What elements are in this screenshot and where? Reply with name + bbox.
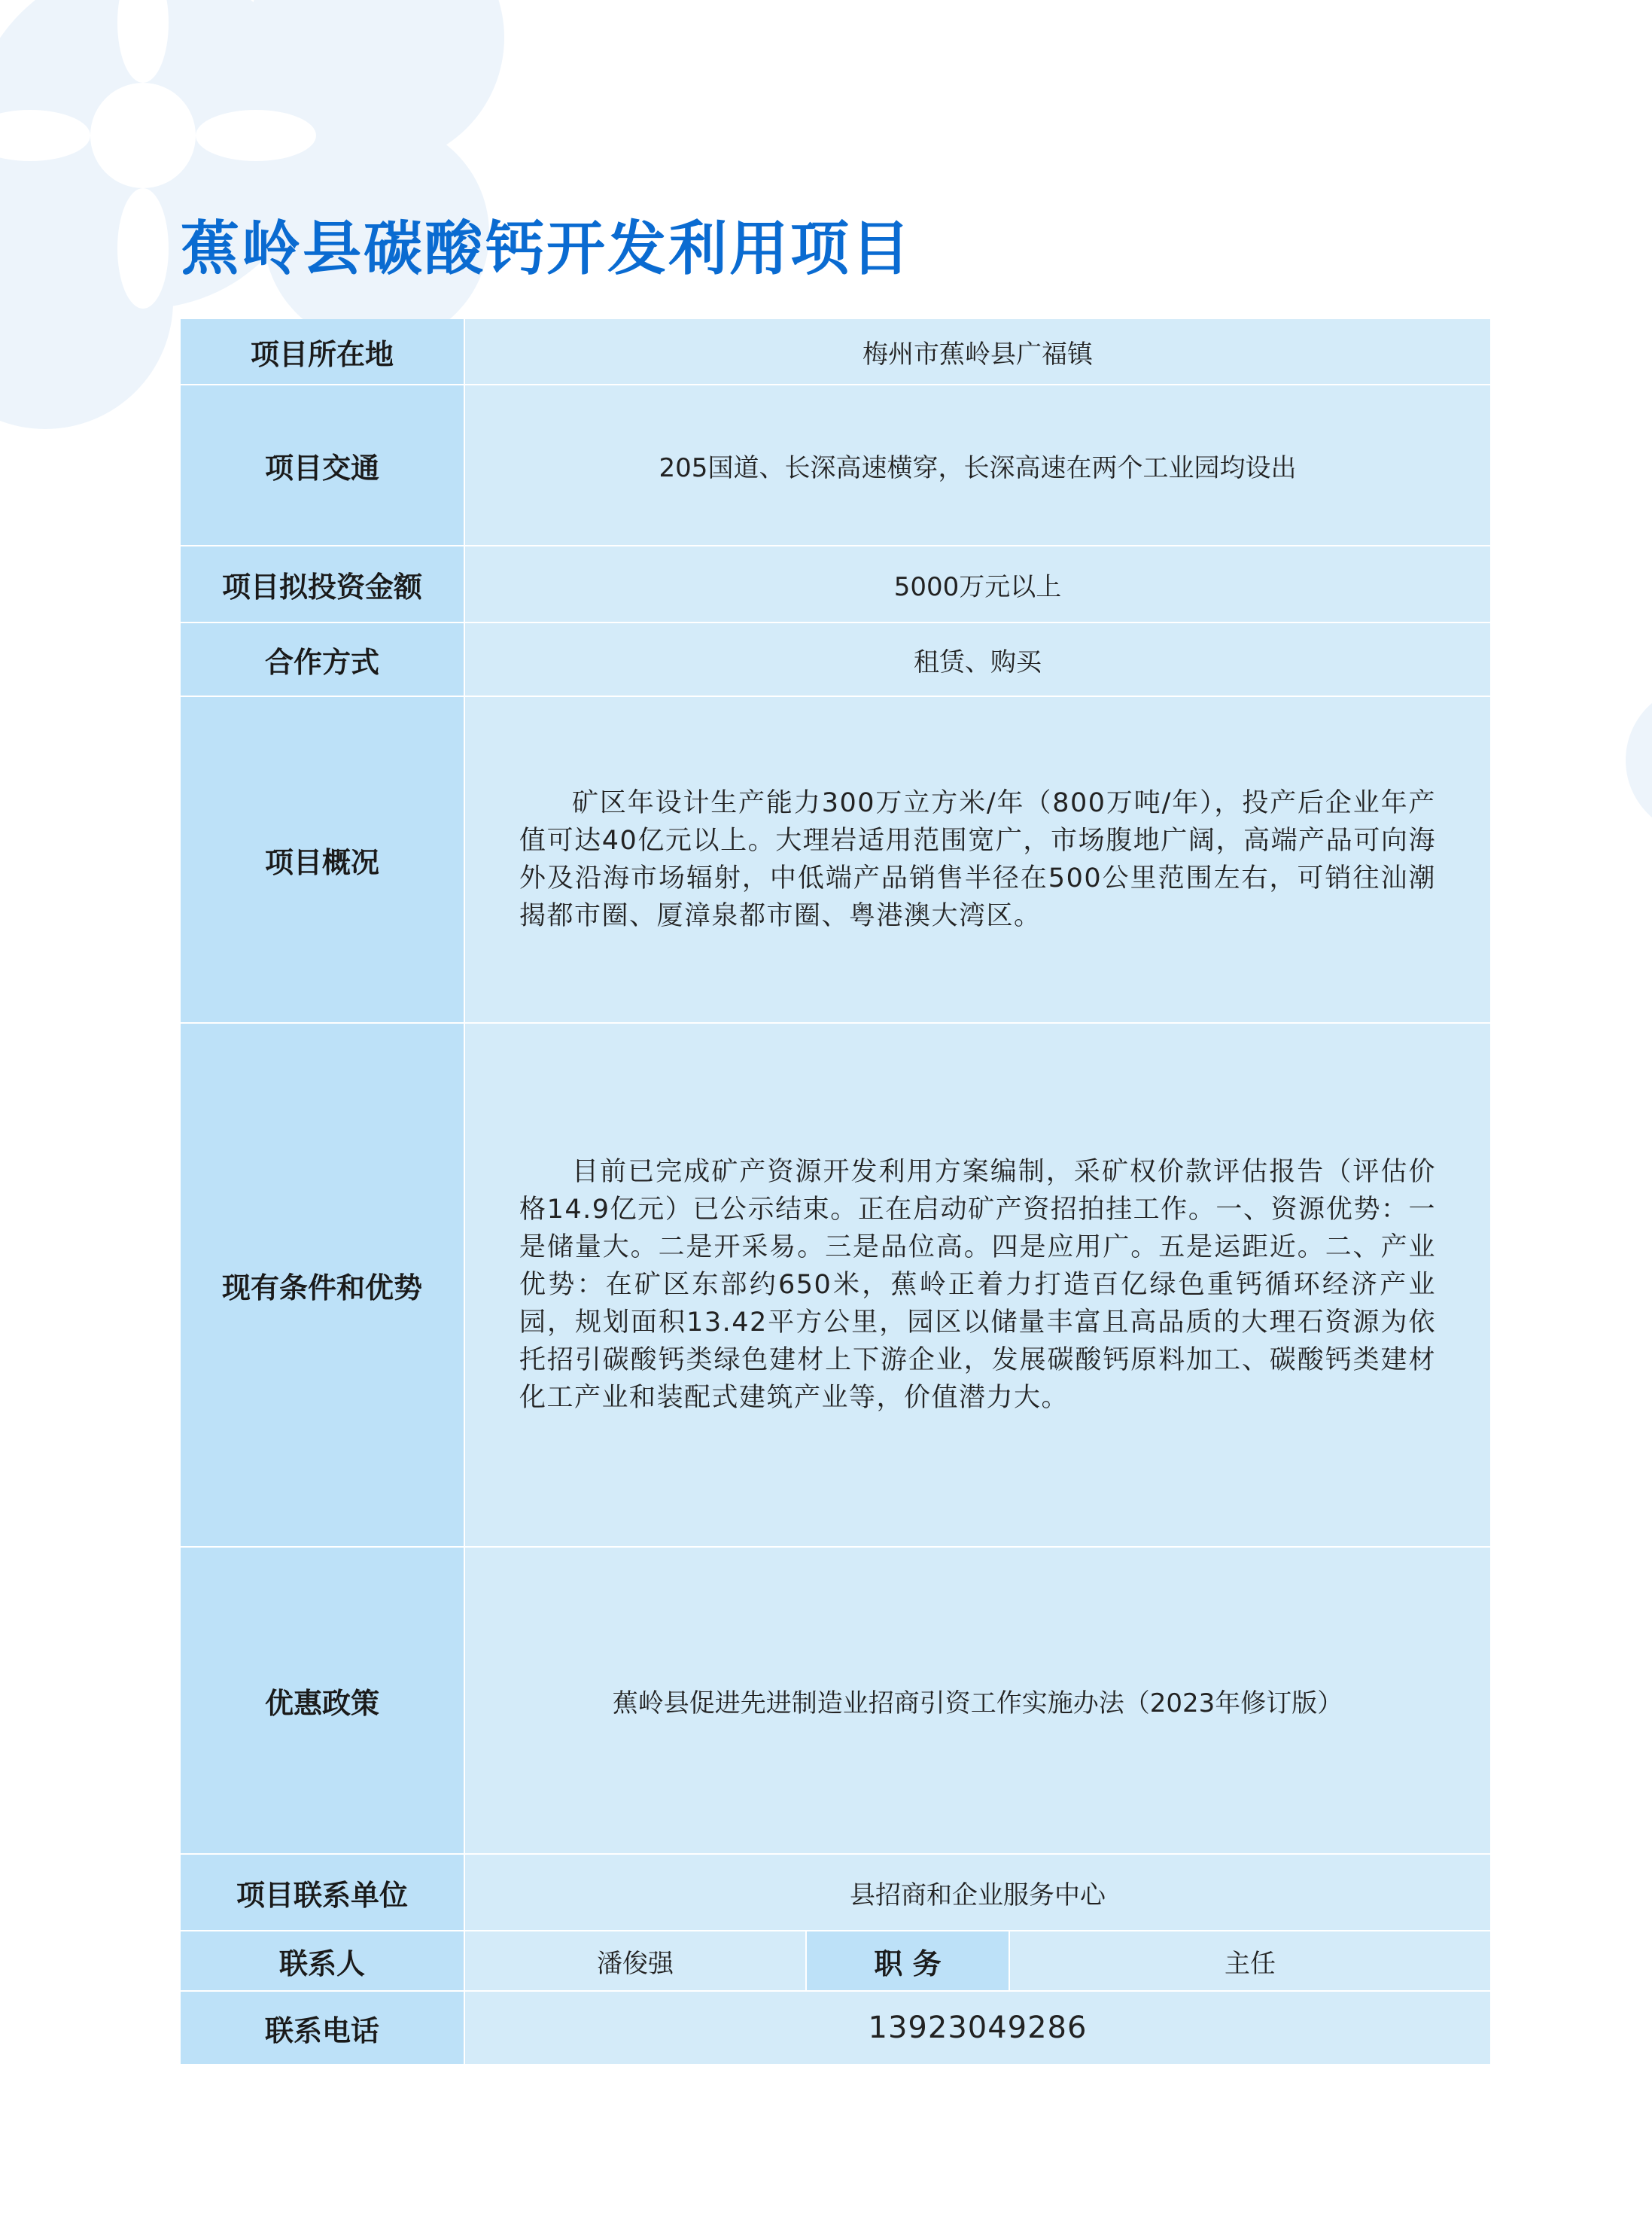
page-title: 蕉岭县碳酸钙开发利用项目 <box>181 215 913 283</box>
position-value: 主任 <box>1010 1931 1490 1990</box>
investment-label: 项目拟投资金额 <box>181 546 464 622</box>
overview-value: 矿区年设计生产能力300万立方米/年（800万吨/年），投产后企业年产值可达40亿元以上。大理岩适用范围宽广，市场腹地广阔，高端产品可向海外及沿海市场辐射，中低端产品销售半径在500公里范围左右，可销往汕潮揭都市圈、厦漳泉都市圈、粤港澳大湾区。 <box>465 697 1490 1022</box>
contact-person-label: 联系人 <box>181 1931 464 1990</box>
side-decoration <box>1618 677 1652 843</box>
phone-label: 联系电话 <box>181 1992 464 2064</box>
investment-value: 5000万元以上 <box>465 546 1490 622</box>
contact-unit-value: 县招商和企业服务中心 <box>465 1855 1490 1930</box>
conditions-label: 现有条件和优势 <box>181 1024 464 1546</box>
phone-value: 13923049286 <box>465 1992 1490 2064</box>
contact-person-value: 潘俊强 <box>465 1931 805 1990</box>
location-label: 项目所在地 <box>181 319 464 384</box>
cooperation-label: 合作方式 <box>181 623 464 696</box>
position-label: 职 务 <box>807 1931 1009 1990</box>
cooperation-value: 租赁、购买 <box>465 623 1490 696</box>
overview-label: 项目概况 <box>181 697 464 1022</box>
traffic-label: 项目交通 <box>181 385 464 545</box>
policy-label: 优惠政策 <box>181 1548 464 1853</box>
policy-value: 蕉岭县促进先进制造业招商引资工作实施办法（2023年修订版） <box>465 1548 1490 1853</box>
traffic-value: 205国道、长深高速横穿，长深高速在两个工业园均设出 <box>465 385 1490 545</box>
contact-unit-label: 项目联系单位 <box>181 1855 464 1930</box>
location-value: 梅州市蕉岭县广福镇 <box>465 319 1490 384</box>
conditions-value: 目前已完成矿产资源开发利用方案编制，采矿权价款评估报告（评估价格14.9亿元）已公示结束。正在启动矿产资招拍挂工作。一、资源优势：一是储量大。二是开采易。三是品位高。四是应用广。五是运距近。二、产业优势：在矿区东部约650米，蕉岭正着力打造百亿绿色重钙循环经济产业园，规划面积13.42平方公里，园区以储量丰富且高品质的大理石资源为依托招引碳酸钙类绿色建材上下游企业，发展碳酸钙原料加工、碳酸钙类建材化工产业和装配式建筑产业等，价值潜力大。 <box>465 1024 1490 1546</box>
project-info-table <box>181 319 1486 2064</box>
